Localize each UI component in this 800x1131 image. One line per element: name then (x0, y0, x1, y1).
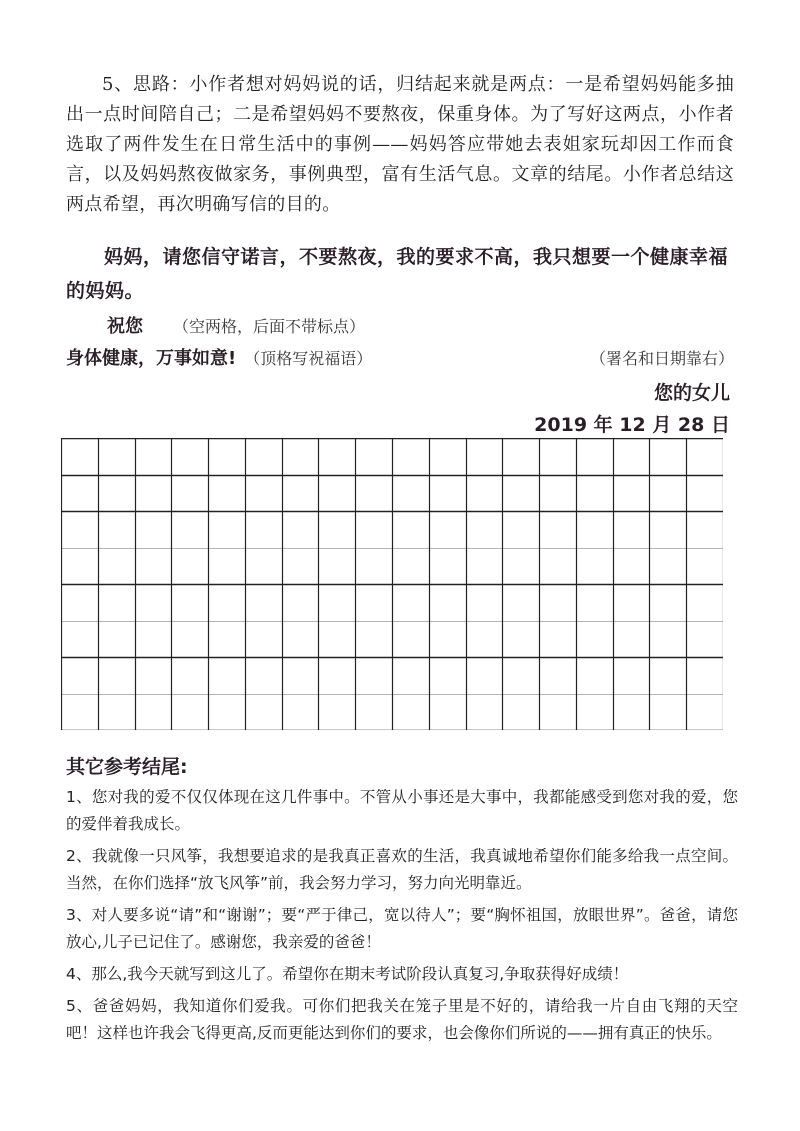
reference-ending-item: 2、我就像一只风筝，我想要追求的是我真正喜欢的生活，我真诚地希望你们能多给我一点空间。当然，在你们选择“放飞风筝”前，我会努力学习，努力向光明靠近。 (66, 847, 738, 892)
analysis-paragraph: 5、思路：小作者想对妈妈说的话，归结起来就是两点：一是希望妈妈能多抽出一点时间陪自己；二是希望妈妈不要熬夜，保重身体。为了写好这两点，小作者选取了两件发生在日常生活中的事例——妈妈答应带她去表姐家玩却因工作而食言，以及妈妈熬夜做家务，事例典型，富有生活气息。文章的结尾。小作者总结这两点希望，再次明确写信的目的。 (66, 74, 734, 215)
salutation-note: （空两格，后面不带标点） (173, 317, 366, 336)
writing-grid-svg (61, 438, 723, 730)
signature-date: 2019 年 12 月 28 日 (534, 414, 730, 436)
salutation: 祝您 (107, 316, 143, 337)
reference-ending-item: 4、那么,我今天就写到这儿了。希望你在期末考试阶段认真复习,争取获得好成绩！ (66, 965, 629, 983)
reference-ending-item: 1、您对我的爱不仅仅体现在这几件事中。不管从小事还是大事中，我都能感受到您对我的爱，您的爱伴着我成长。 (66, 788, 738, 833)
reference-ending-item: 3、对人要多说“请”和“谢谢”；要“严于律己，宽以待人”；要“胸怀祖国，放眼世界”。爸爸，请您放心,儿子已记住了。感谢您，我亲爱的爸爸！ (66, 906, 738, 951)
writing-grid (61, 438, 723, 730)
salutation-line (107, 312, 365, 338)
wish-note: （顶格写祝福语） (244, 349, 373, 368)
reference-ending-item: 5、爸爸妈妈，我知道你们爱我。可你们把我关在笼子里是不好的，请给我一片自由飞翔的天空吧！这样也许我会飞得更高,反而更能达到你们的要求，也会像你们所说的——拥有真正的快乐。 (66, 997, 738, 1042)
wish-text: 身体健康，万事如意! (66, 348, 237, 369)
letter-closing-paragraph: 妈妈，请您信守诺言，不要熬夜，我的要求不高，我只想要一个健康幸福的妈妈。 (66, 246, 729, 302)
reference-endings-list (66, 784, 738, 1052)
signature-note: （署名和日期靠右） (589, 349, 734, 368)
reference-endings-title: 其它参考结尾: (66, 756, 188, 778)
wish-line (66, 344, 372, 370)
signature: 您的女儿 (653, 382, 730, 404)
